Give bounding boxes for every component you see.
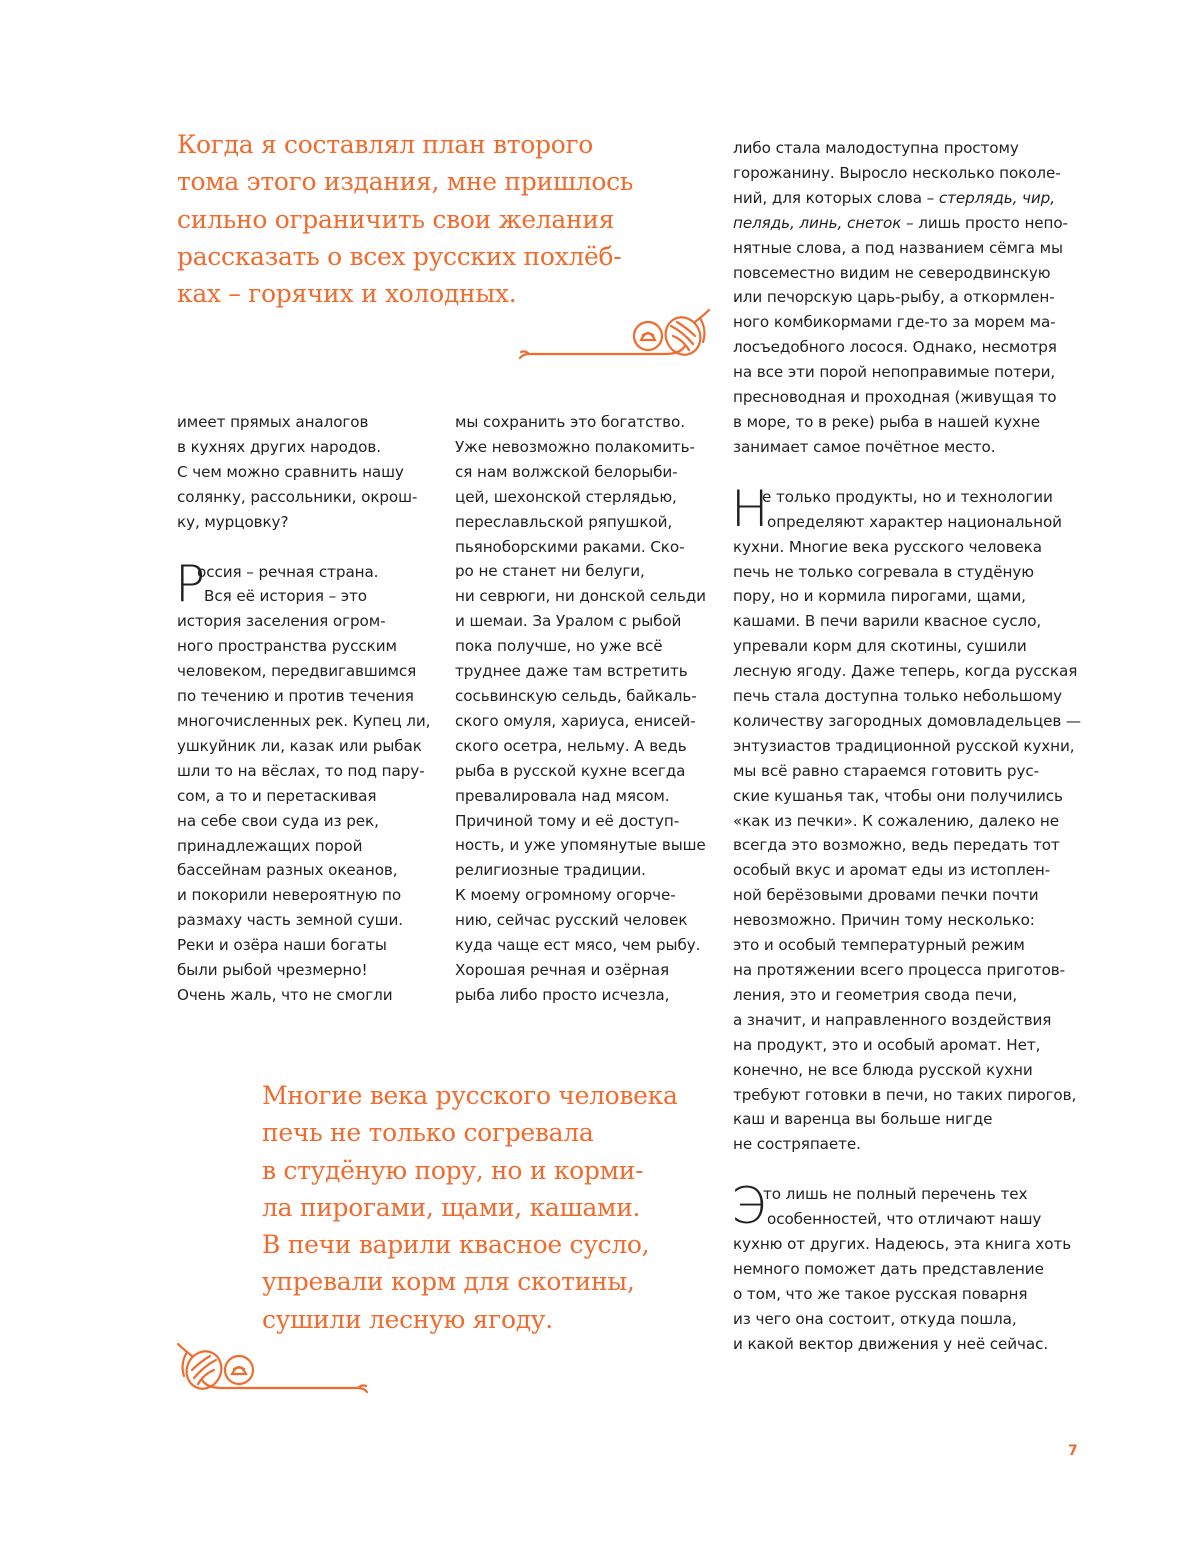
text-line: каш и варенца вы больше нигде (733, 1110, 993, 1129)
quote-line: печь не только согревала (262, 1118, 594, 1148)
page-number: 7 (1068, 1443, 1078, 1459)
text-line: занимает самое почётное место. (733, 437, 996, 456)
text-line: ного комбикормами где-то за морем ма- (733, 313, 1056, 332)
text-line: труднее даже там встретить (455, 662, 688, 681)
paragraph-start (731, 479, 1081, 538)
text-line: размаху часть земной суши. (177, 911, 403, 930)
text-line: С чем можно сравнить нашу (177, 462, 404, 481)
text-line: ку, мурцовку? (177, 512, 289, 531)
text-line: кухни. Многие века русского человека (733, 537, 1042, 556)
drop-cap: Э (731, 1177, 766, 1236)
text-line: Хорошая речная и озёрная (455, 960, 669, 979)
text-line: Вся её история – это (204, 587, 367, 606)
text-line: кухню от других. Надеюсь, эта книга хоть (733, 1235, 1072, 1254)
text-line: пьяноборскими раками. Ско- (455, 537, 685, 556)
text-line (733, 211, 1081, 236)
text-line: в кухнях других народов. (177, 437, 381, 456)
text-line: сом, а то и перетаскивая (177, 786, 377, 805)
text-line: конечно, не все блюда русской кухни (733, 1060, 1033, 1079)
drop-cap: Р (175, 554, 206, 613)
text-line: мы сохранить это богатство. (455, 413, 685, 431)
text-line: пресноводная и проходная (живущая то (733, 388, 1057, 407)
quote-line: сильно ограничить свои желания (177, 204, 615, 234)
text-line: религиозные традиции. (455, 861, 646, 880)
text-line: всегда это возможно, ведь передать тот (733, 836, 1060, 855)
text-line: человеком, передвигавшимся (177, 662, 417, 681)
text-line: «как из печки». К сожалению, далеко не (733, 811, 1059, 830)
text-line: невозможно. Причин тому несколько: (733, 911, 1035, 930)
text-line: и какой вектор движения у неё сейчас. (733, 1334, 1049, 1353)
text-line: ся нам волжской белорыби- (455, 462, 678, 481)
text-line: ность, и уже упомянутые выше (455, 836, 706, 855)
text-line: количеству загородных домовладельцев — (733, 711, 1082, 730)
text-line: и покорили невероятную по (177, 886, 402, 905)
text-line: на продукт, это и особый аромат. Нет, (733, 1035, 1041, 1054)
text-line: энтузиастов традиционной русской кухни, (733, 736, 1075, 755)
text-line: нию, сейчас русский человек (455, 911, 688, 930)
text-line: переславльской ряпушкой, (455, 512, 673, 531)
text-line: ского осетра, нельму. А ведь (455, 736, 687, 755)
text-line: рыба в русской кухне всегда (455, 761, 686, 780)
text-line: в море, то в реке) рыба в нашей кухне (733, 412, 1040, 431)
text-line: особый вкус и аромат еды из истоплен- (733, 861, 1051, 880)
quote-line: ках – горячих и холодных. (177, 279, 517, 309)
text-line (733, 186, 1081, 211)
text-line: принадлежащих порой (177, 836, 363, 855)
text-line: мы всё равно стараемся готовить рус- (733, 761, 1039, 780)
text-fragment: – лишь просто непо- (901, 213, 1068, 232)
text-line: горожанину. Выросло несколько поколе- (733, 163, 1061, 182)
text-line: история заселения огром- (177, 612, 386, 631)
text-line: куда чаще ест мясо, чем рыбу. (455, 936, 701, 955)
quote-line: В печи варили квасное сусло, (262, 1230, 650, 1260)
text-line: требуют готовки в печи, но таких пирогов, (733, 1085, 1077, 1104)
italic-term: стерлядь, чир, (938, 188, 1055, 207)
text-line: печь стала доступна только небольшому (733, 687, 1062, 706)
quote-line: ла пирогами, щами, кашами. (262, 1192, 641, 1222)
floral-ornament-icon (172, 1342, 372, 1402)
paragraph-start (175, 554, 430, 613)
italic-term: пелядь, линь, снеток (733, 213, 902, 232)
quote-line: рассказать о всех русских похлёб- (177, 241, 622, 271)
text-line: лосъедобного лосося. Однако, несмотря (733, 338, 1057, 357)
text-line: сосьвинскую сельдь, байкаль- (455, 686, 697, 705)
text-line: имеет прямых аналогов (177, 413, 369, 431)
text-line: из чего она состоит, откуда пошла, (733, 1309, 1017, 1328)
text-line: К моему огромному огорче- (455, 886, 676, 905)
text-line: особенностей, что отличают нашу (767, 1210, 1042, 1229)
text-line: Причиной тому и её доступ- (455, 811, 680, 830)
text-line: либо стала малодоступна простому (733, 139, 1019, 157)
text-line: это и особый температурный режим (733, 936, 1025, 955)
text-line: Уже невозможно полакомить- (455, 437, 695, 456)
text-line: немного поможет дать представление (733, 1259, 1044, 1278)
column-1 (177, 410, 430, 1008)
text-line: цей, шехонской стерлядью, (455, 487, 677, 506)
text-line: на протяжении всего процесса приготов- (733, 961, 1066, 979)
text-line: о том, что же такое русская поварня (733, 1284, 1028, 1303)
text-line: кашами. В печи варили квасное сусло, (733, 612, 1042, 631)
text-line: не состряпаете. (733, 1135, 861, 1154)
text-line: повсеместно видим не северодвинскую (733, 263, 1051, 282)
text-line: ной берёзовыми дровами печки почти (733, 886, 1039, 905)
text-line: пока получше, но уже всё (455, 637, 663, 656)
quote-line: в студёную пору, но и корми- (262, 1155, 644, 1185)
quote-line: Когда я составлял план второго (177, 130, 594, 159)
text-fragment: ний, для которых слова – (733, 188, 939, 207)
quote-line: Многие века русского человека (262, 1081, 678, 1110)
column-3 (733, 136, 1081, 1357)
text-line: по течению и против течения (177, 687, 414, 706)
text-line: ного пространства русским (177, 637, 397, 656)
text-line: лесную ягоду. Даже теперь, когда русская (733, 662, 1078, 681)
text-line: на себе свои суда из рек, (177, 811, 379, 830)
text-line: ни севрюги, ни донской сельди (455, 587, 706, 606)
text-line: ские кушанья так, чтобы они получились (733, 786, 1063, 805)
text-line: оссия – речная страна. (197, 562, 379, 581)
text-line: ского омуля, хариуса, енисей- (455, 711, 696, 730)
text-line: Очень жаль, что не смогли (177, 985, 393, 1004)
text-line: превалировала над мясом. (455, 786, 670, 805)
quote-line: тома этого издания, мне пришлось (177, 167, 634, 197)
text-line: солянку, рассольники, окрош- (177, 487, 418, 506)
column-2 (455, 410, 706, 1008)
text-line: и шемаи. За Уралом с рыбой (455, 612, 682, 631)
text-line: е только продукты, но и технологии (762, 487, 1053, 506)
paragraph-start (731, 1177, 1081, 1236)
text-line: многочисленных рек. Купец ли, (177, 711, 431, 730)
text-line: нятные слова, а под названием сёмга мы (733, 238, 1063, 257)
text-line: упревали корм для скотины, сушили (733, 637, 1027, 656)
bottom-pull-quote (262, 1077, 678, 1338)
text-line: а значит, и направленного воздействия (733, 1010, 1052, 1029)
quote-line: сушили лесную ягоду. (262, 1304, 553, 1334)
floral-ornament-icon (515, 308, 715, 368)
top-pull-quote (177, 126, 633, 312)
text-line: на все эти порой непоправимые потери, (733, 363, 1056, 382)
text-line: бассейнам разных океанов, (177, 861, 398, 880)
text-line: рыба либо просто исчезла, (455, 985, 670, 1004)
text-line: ушкуйник ли, казак или рыбак (177, 736, 422, 755)
text-line: были рыбой чрезмерно! (177, 961, 368, 980)
text-line: или печорскую царь-рыбу, а откормлен- (733, 288, 1055, 307)
drop-cap: Н (731, 479, 769, 538)
text-line: ро не станет ни белуги, (455, 562, 645, 581)
text-line: печь не только согревала в студёную (733, 562, 1034, 581)
text-line: пору, но и кормила пирогами, щами, (733, 587, 1026, 606)
text-line: ления, это и геометрия свода печи, (733, 985, 1018, 1004)
text-line: то лишь не полный перечень тех (763, 1185, 1028, 1204)
text-line: шли то на вёслах, то под пару- (177, 761, 425, 780)
quote-line: упревали корм для скотины, (262, 1267, 635, 1297)
text-line: определяют характер национальной (767, 512, 1062, 531)
text-line: Реки и озёра наши богаты (177, 936, 387, 955)
